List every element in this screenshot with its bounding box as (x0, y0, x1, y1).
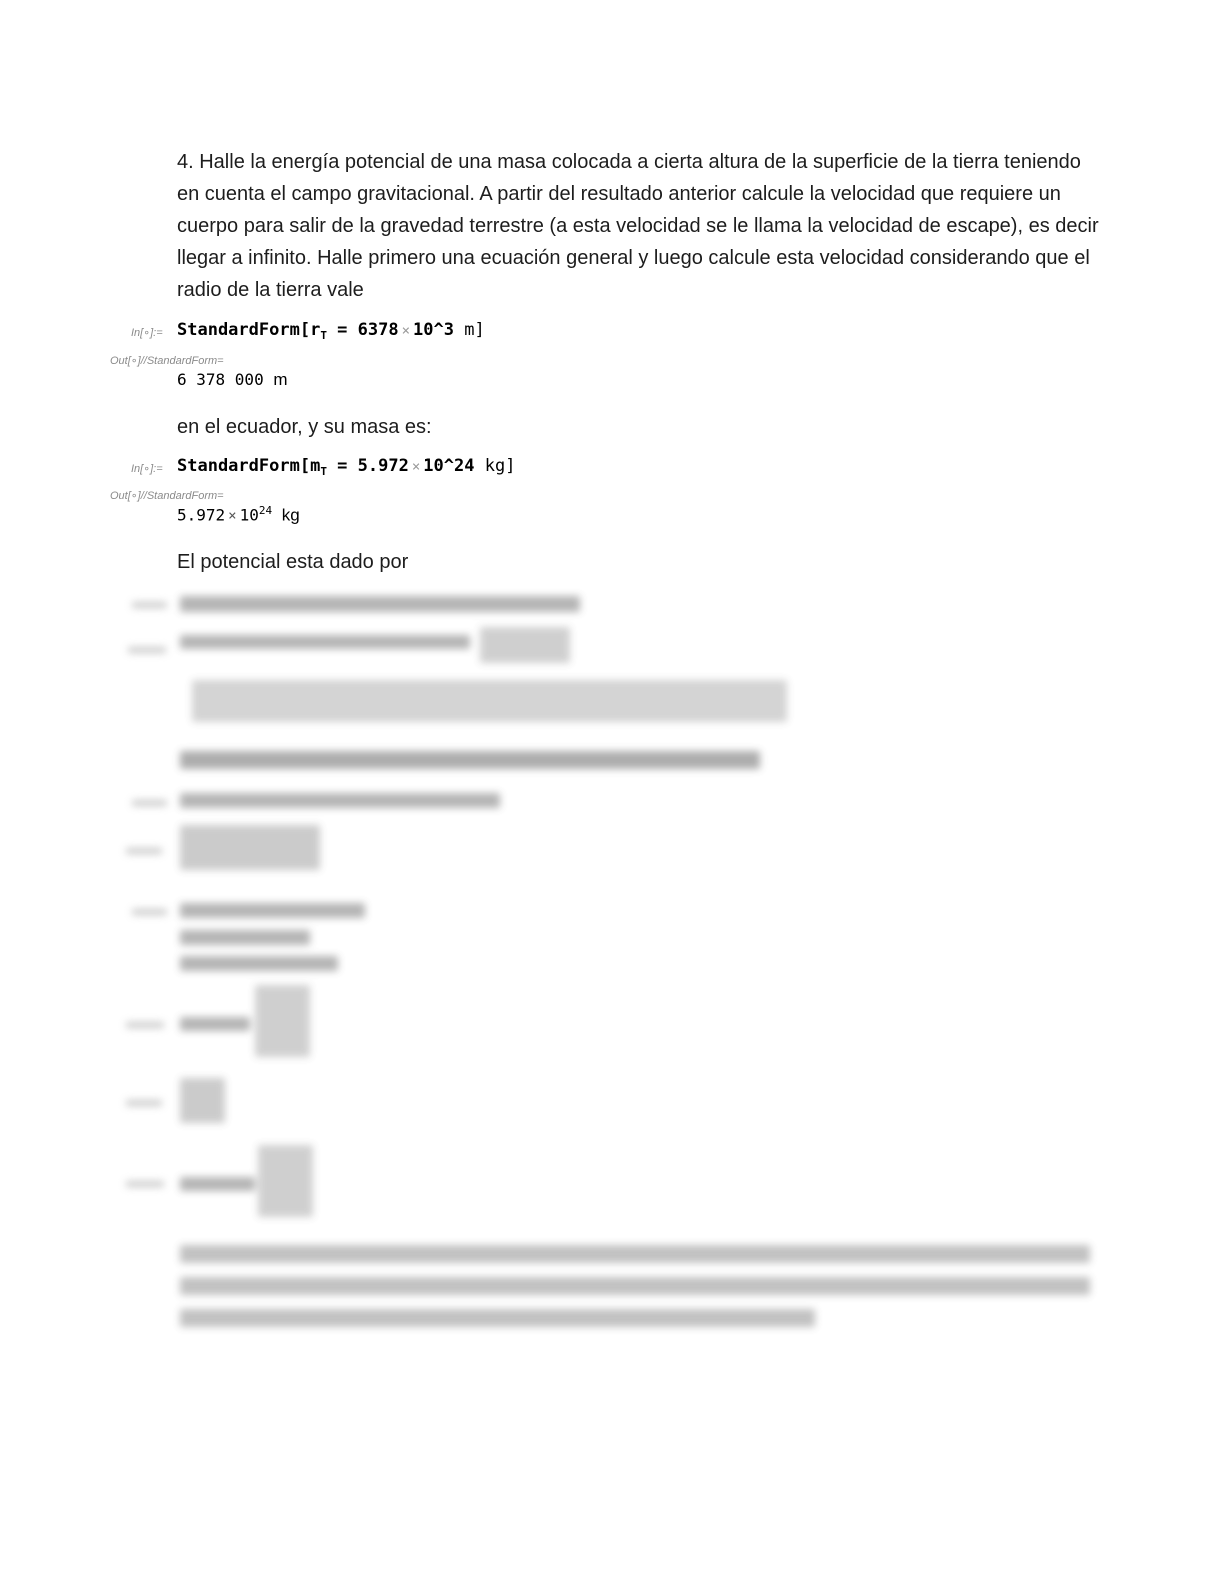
variable: r (310, 320, 321, 340)
blurred-fraction (180, 1078, 225, 1123)
times-sign: × (411, 459, 421, 475)
power: 10^24 (423, 456, 475, 476)
blurred-line (180, 930, 310, 945)
close-bracket: ] (474, 320, 485, 340)
blurred-line (180, 903, 365, 918)
blurred-line (180, 793, 500, 808)
blurred-content (0, 585, 1224, 1345)
blurred-line (180, 635, 470, 649)
input-label: In[∘]:= (131, 463, 163, 475)
output-value: 6 378 000 (177, 370, 264, 389)
output-base: 10 (239, 505, 259, 525)
input-cell-radius[interactable] (177, 320, 485, 342)
output-unit: kg (281, 505, 300, 525)
blurred-label (126, 1100, 162, 1106)
blurred-label (128, 647, 166, 653)
blurred-sqrt (258, 1145, 313, 1217)
blurred-fraction (480, 627, 570, 663)
subscript: T (320, 329, 327, 342)
blurred-label (132, 602, 167, 608)
blurred-expression (192, 680, 787, 722)
blurred-text (180, 1277, 1090, 1295)
subscript: T (320, 465, 327, 478)
input-cell-mass[interactable] (177, 456, 515, 478)
power: 10^3 (413, 320, 454, 340)
text-ecuador: en el ecuador, y su masa es: (177, 416, 432, 438)
blurred-label (126, 848, 162, 854)
blurred-line (180, 1017, 250, 1031)
function-name: StandardForm[ (177, 320, 311, 340)
text-potencial: El potencial esta dado por (177, 551, 409, 573)
assignment-value: = 5.972 (326, 456, 409, 476)
blurred-line (180, 956, 338, 971)
blurred-line (180, 1177, 255, 1191)
blurred-sqrt (255, 985, 310, 1057)
blurred-text (180, 1245, 1090, 1263)
times-sign: × (228, 508, 237, 525)
problem-statement: 4. Halle la energía potencial de una masa colocada a cierta altura de la superficie de la tierra teniendo en cuenta el campo gravitacional. A partir del resultado anterior calcule la velocidad que requiere un cuerpo para salir de la gravedad terrestre (a esta velocidad se le llama la velocidad de escape), es decir llegar a infinito. Halle primero una ecuación general y luego calcule esta velocidad considerando que el radio de la tierra vale (177, 151, 1099, 301)
variable: m (310, 456, 321, 476)
times-sign: × (401, 323, 411, 339)
blurred-label (126, 1181, 164, 1187)
output-cell-radius (177, 370, 288, 390)
blurred-label (132, 909, 167, 915)
unit: m (464, 320, 475, 340)
output-exponent: 24 (258, 504, 273, 517)
blurred-label (132, 800, 167, 806)
output-cell-mass (177, 504, 300, 525)
assignment-value: = 6378 (326, 320, 399, 340)
output-label: Out[∘]//StandardForm= (110, 355, 224, 367)
unit: kg (484, 456, 506, 476)
output-label: Out[∘]//StandardForm= (110, 490, 224, 502)
blurred-text (180, 751, 760, 769)
input-label: In[∘]:= (131, 327, 163, 339)
output-unit: m (273, 370, 288, 389)
blurred-fraction (180, 825, 320, 870)
close-bracket: ] (505, 456, 516, 476)
function-name: StandardForm[ (177, 456, 311, 476)
output-mantissa: 5.972 (177, 505, 226, 525)
blurred-label (126, 1022, 164, 1028)
blurred-line (180, 596, 580, 612)
blurred-text (180, 1309, 815, 1327)
